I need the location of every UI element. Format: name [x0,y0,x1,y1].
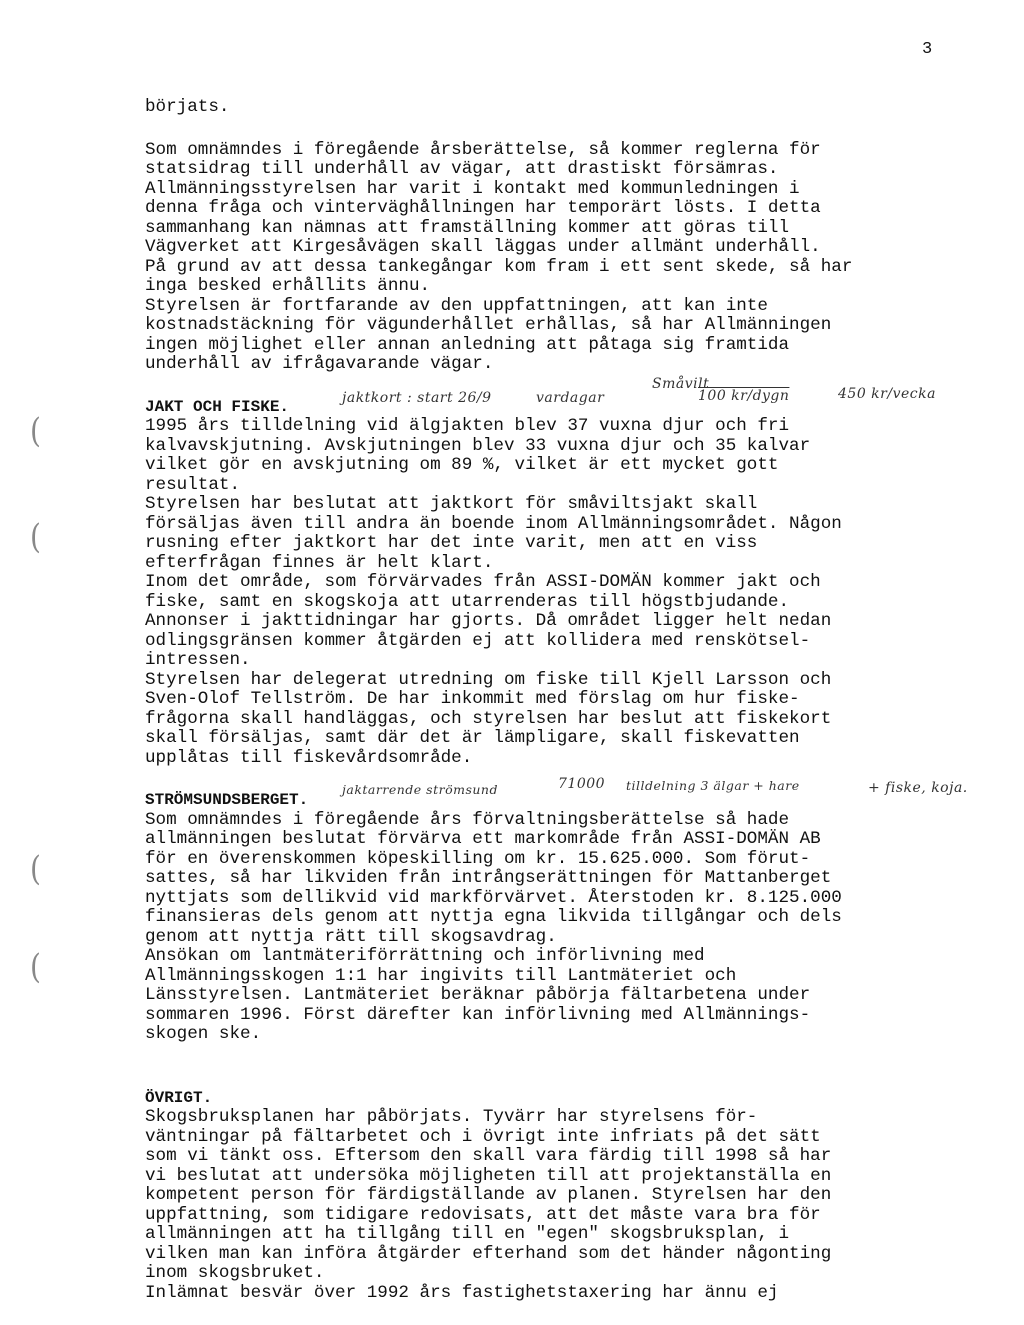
section-heading: ÖVRIGT. [145,1088,213,1107]
margin-bracket-mark: ( [30,516,41,557]
handwritten-note: 450 kr/vecka [838,386,936,402]
section-heading: JAKT OCH FISKE. [145,397,290,416]
text-line: Inlämnat besvär över 1992 års fastighetstaxering har ännu ej [145,1282,779,1303]
text-line: finansieras dels genom att nyttja egna likvida tillgångar och dels [145,907,842,927]
text-line: inom skogsbruket. [145,1263,325,1283]
text-line: rusning efter jaktkort har det inte varit, men att en viss [145,533,758,553]
text-line: väntningar på fältarbetet och i övrigt inte infriats på det sätt [145,1126,821,1147]
text-line: fiske, samt en skogskoja att utarrenderas till högstbjudande. [145,591,790,612]
text-line: genom att nyttja rätt till skogsavdrag. [145,926,557,947]
text-line: Styrelsen är fortfarande av den uppfattningen, att kan inte [145,295,768,316]
text-line: intressen. [145,650,251,670]
text-line: vilket gör en avskjutning om 89 %, vilket är ett mycket gott [145,455,779,475]
text-line: Länsstyrelsen. Lantmäteriet beräknar påbörja fältarbetena under [145,985,811,1005]
text-line: resultat. [145,474,241,495]
section-heading: STRÖMSUNDSBERGET. [145,791,309,809]
handwritten-note: jaktarrende strömsund [342,782,498,797]
paragraph [145,98,975,118]
text-line: Allmänningsskogen 1:1 har ingivits till Lantmäteriet och [145,965,737,986]
text-line: På grund av att dessa tankegångar kom fram i ett sent skede, så har [145,256,853,277]
text-line: ingen möjlighet eller annan anledning att påtaga sig framtida [145,334,790,355]
text-line: Styrelsen har delegerat utredning om fiske till Kjell Larsson och [145,669,832,690]
text-line: Skogsbruksplanen har påbörjats. Tyvärr har styrelsens för- [145,1107,758,1127]
text-line: kompetent person för färdigställande av planen. Styrelsen har den [145,1185,832,1205]
margin-bracket-mark: ( [30,410,41,451]
text-line: Som omnämndes i föregående årsberättelse, så kommer reglerna för [145,139,821,160]
paragraph [145,1108,975,1303]
text-line: vilken man kan införa åtgärder efterhand som det händer någonting [145,1243,832,1264]
text-line: Ansökan om lantmäteriförrättning och införlivning med [145,946,705,966]
text-line: börjats. [145,97,230,117]
text-line: sommaren 1996. Först därefter kan införlivning med Allmännings- [145,1004,811,1025]
text-line: Vägverket att Kirgesåvägen skall läggas under allmänt underhåll. [145,237,821,257]
text-line: vi beslutat att undersöka möjligheten till att projektanställa en [145,1165,832,1186]
margin-bracket-mark: ( [30,946,41,987]
document-body [145,98,975,1303]
text-line: underhåll av ifrågavarande vägar. [145,354,494,374]
text-line: statsidrag till underhåll av vägar, att drastiskt försämras. [145,159,779,179]
text-line: denna fråga och vinterväghållningen har temporärt lösts. I detta [145,198,821,218]
handwritten-note: 100 kr/dygn [698,388,790,404]
text-line: skogen ske. [145,1024,262,1044]
text-line: Annonser i jakttidningar har gjorts. Då området ligger helt nedan [145,611,832,631]
handwritten-note: vardagar [536,390,605,406]
text-line: kostnadstäckning för vägunderhållet erhållas, så har Allmänningen [145,315,832,335]
text-line: 1995 års tilldelning vid älgjakten blev 37 vuxna djur och fri [145,416,790,436]
text-line: Som omnämndes i föregående års förvaltningsberättelse så hade [145,809,790,830]
paragraph [145,417,975,768]
text-line: Sven-Olof Tellström. De har inkommit med förslag om hur fiske- [145,689,800,709]
text-line: för en överenskommen köpeskilling om kr. 15.625.000. Som förut- [145,848,811,869]
text-line: efterfrågan finnes är helt klart. [145,552,494,573]
margin-bracket-mark: ( [30,848,41,889]
text-line: frågorna skall handläggas, och styrelsen har beslut att fiskekort [145,708,832,729]
handwritten-note: + fiske, koja. [868,780,968,796]
text-line: upplåtas till fiskevårdsområde. [145,747,473,768]
paragraph-gap [145,1045,975,1089]
text-line: som vi tänkt oss. Eftersom den skall vara färdig till 1998 så har [145,1146,832,1166]
text-line: Styrelsen har beslutat att jaktkort för småviltsjakt skall [145,494,758,514]
text-line: allmänningen beslutat förvärva ett markområde från ASSI-DOMÄN AB [145,829,821,849]
handwritten-note: 71000 [558,776,606,792]
text-line: skall försäljas, samt där det är lämpligare, skall fiskevatten [145,728,800,748]
text-line: odlingsgränsen kommer åtgärden ej att kollidera med renskötsel- [145,630,811,651]
paragraph-gap [145,118,975,141]
handwritten-note: Småvilt [652,376,710,392]
text-line: allmänningen att ha tillgång till en "egen" skogsbruksplan, i [145,1224,790,1244]
text-line: nyttjats som dellikvid vid markförvärvet. Återstoden kr. 8.125.000 [145,887,842,908]
handwritten-note: jaktkort : start 26/9 [342,390,492,406]
text-line: sammanhang kan nämnas att framställning kommer att göras till [145,217,790,238]
text-line: inga besked erhållits ännu. [145,276,431,296]
text-line: Inom det område, som förvärvades från ASSI-DOMÄN kommer jakt och [145,572,821,592]
text-line: Allmänningsstyrelsen har varit i kontakt med kommunledningen i [145,178,800,199]
text-line: uppfattning, som tidigare redovisats, att det måste vara bra för [145,1204,821,1225]
text-line: försäljas även till andra än boende inom Allmänningsområdet. Någon [145,513,842,534]
text-line: kalvavskjutning. Avskjutningen blev 33 vuxna djur och 35 kalvar [145,435,811,456]
text-line: sattes, så har likviden från intrångserättningen för Mattanberget [145,868,832,888]
paragraph [145,811,975,1045]
paragraph [145,141,975,375]
page-number: 3 [922,40,933,59]
handwritten-note: tilldelning 3 älgar + hare [626,778,800,793]
